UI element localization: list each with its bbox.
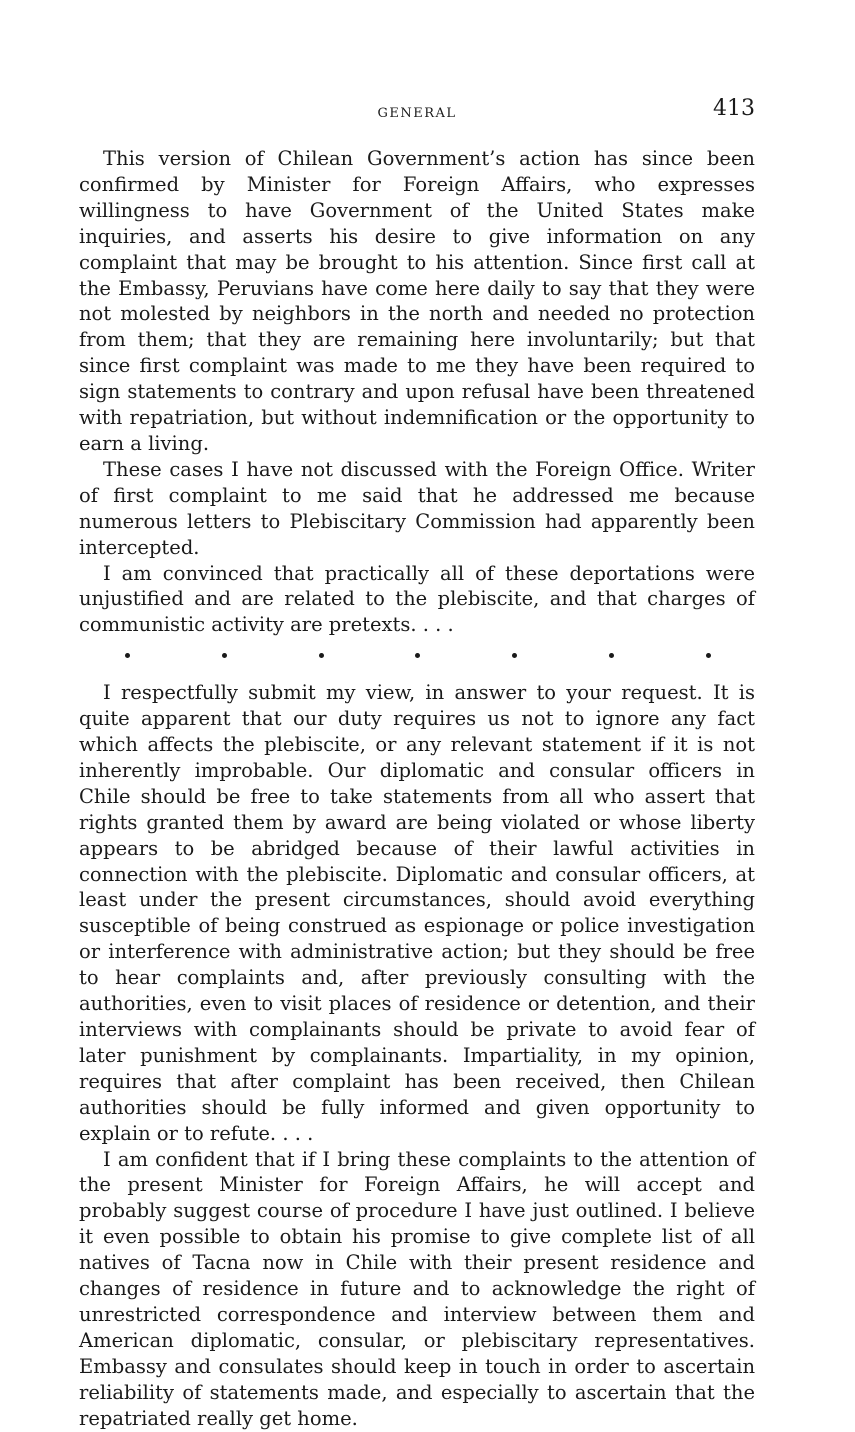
- document-page: [79, 92, 755, 1432]
- ellipsis-dot: [512, 653, 517, 658]
- ellipsis-dot: [609, 653, 614, 658]
- ellipsis-dot: [706, 653, 711, 658]
- ellipsis-dot: [415, 653, 420, 658]
- running-head: GENERAL: [377, 106, 457, 121]
- paragraph-deportations: I am convinced that practically all of these deportations were unjustified and are related to the plebiscite, and that charges of communistic activity are pretexts. . . .: [79, 561, 755, 637]
- paragraph-foreign-office: These cases I have not discussed with the Foreign Office. Writer of first complaint to me said that he addressed me because numerous letters to Plebiscitary Commission had apparently been intercepted.: [79, 457, 755, 559]
- ellipsis-dot: [125, 653, 130, 658]
- body-text: [79, 146, 755, 1432]
- omission-ellipsis: [79, 642, 755, 668]
- ellipsis-dot: [222, 653, 227, 658]
- paragraph-respectful-view: I respectfully submit my view, in answer to your request. It is quite apparent that our duty requires us not to ignore any fact which affects the plebiscite, or any relevant statement if it is not inherently improbable. Our diplomatic and consular officers in Chile should be free to take statements from all who assert that rights granted them by award are being violated or whose liberty appears to be abridged because of their lawful activities in connection with the plebiscite. Diplomatic and consular officers, at least under the present circumstances, should avoid everything susceptible of being construed as espionage or police investigation or interference with administrative action; but they should be free to hear complaints and, after previously consulting with the authorities, even to visit places of residence or detention, and their interviews with complainants should be private to avoid fear of later punishment by complainants. Impartiality, in my opinion, requires that after complaint has been received, then Chilean authorities should be fully informed and given opportunity to explain or to refute. . . .: [79, 681, 755, 1145]
- paragraph-confident: I am confident that if I bring these complaints to the attention of the present Minister for Foreign Affairs, he will accept and probably suggest course of procedure I have just outlined. I believe it even possible to obtain his promise to give complete list of all natives of Tacna now in Chile with their present residence and changes of residence in future and to acknowledge the right of unrestricted correspondence and interview between them and American diplomatic, consular, or plebiscitary representatives. Embassy and consulates should keep in touch in order to ascertain reliability of statements made, and especially to ascertain that the repatriated really get home.: [79, 1147, 755, 1430]
- page-header: [79, 92, 755, 128]
- ellipsis-dot: [319, 653, 324, 658]
- page-number: 413: [713, 96, 755, 121]
- paragraph-chilean-version: This version of Chilean Government’s action has since been confirmed by Minister for Foreign Affairs, who expresses willingness to have Government of the United States make inquiries, and asserts his desire to give information on any complaint that may be brought to his attention. Since first call at the Embassy, Peruvians have come here daily to say that they were not molested by neighbors in the north and needed no protection from them; that they are remaining here involuntarily; but that since first complaint was made to me they have been required to sign statements to contrary and upon refusal have been threatened with repatriation, but without indemnification or the opportunity to earn a living.: [79, 147, 755, 455]
